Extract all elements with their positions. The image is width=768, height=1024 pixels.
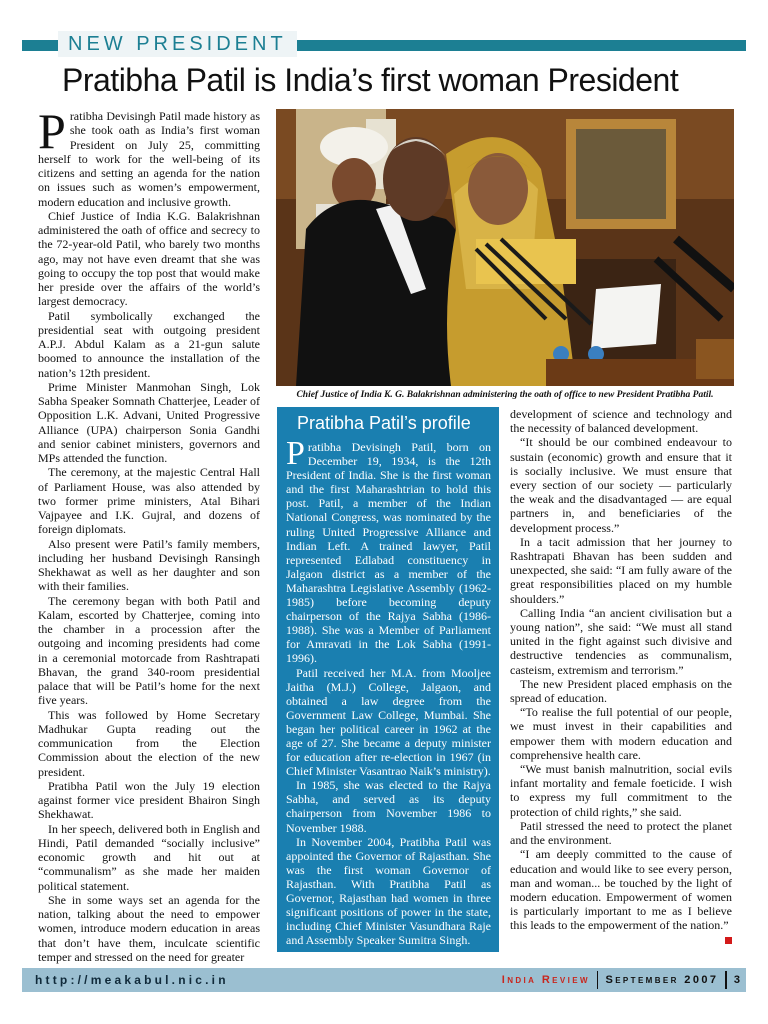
article-paragraph: “To realise the full potential of our people, we must invest in their capabilities and empower them with modern education and comprehensive health care. [510, 705, 732, 762]
article-paragraph: Pratibha Patil won the July 19 election against former vice president Bhairon Singh Shekhawat. [38, 778, 260, 822]
article-paragraph: This was followed by Home Secretary Madhukar Gupta reading out the communication from the Election Commission about the election of the new president. [38, 707, 260, 779]
page-title: Pratibha Patil is India’s first woman President [62, 62, 679, 98]
article-paragraph: development of science and technology and the necessity of balanced development. [510, 407, 732, 436]
footer-divider [597, 971, 599, 989]
profile-body [286, 435, 491, 948]
profile-paragraph: In November 2004, Pratibha Patil was appointed the Governor of Rajasthan. She was the first woman Governor of Rajasthan. With Pratibha Patil as Governor, Rajasthan had women in three significant positions of power in the state, including Chief Minister Vasundhara Raje and Assembly Speaker Sumitra Singh. [286, 834, 491, 948]
end-mark-icon [725, 937, 732, 944]
magazine-name: India Review [501, 974, 590, 986]
article-paragraph: Prime Minister Manmohan Singh, Lok Sabha Speaker Somnath Chatterjee, Leader of Opposition L.K. Advani, United Progressive Alliance (UPA) chairperson Sonia Gandhi and senior cabinet ministers, governors and MPs attended the function. [38, 379, 260, 465]
article-column-right [510, 407, 732, 944]
page-number: 3 [733, 974, 740, 986]
drop-cap: P [38, 103, 66, 159]
article-paragraph: She in some ways set an agenda for the nation, talking about the need to empower women, introduce modern education in areas that don’t have them, inculcate scientific temper and stressed on the need for greater [38, 892, 260, 964]
article-paragraph: In a tacit admission that her journey to Rashtrapati Bhavan has been sudden and unexpected, she said: “I am fully aware of the great responsibilities placed on my humble shoulders.” [510, 534, 732, 606]
article-paragraph: Patil stressed the need to protect the planet and the environment. [510, 818, 732, 848]
photo-caption: Chief Justice of India K. G. Balakrishnan administering the oath of office to new President Pratibha Patil. [296, 390, 714, 400]
article-paragraph: The new President placed emphasis on the spread of education. [510, 676, 732, 706]
article-paragraph: “It should be our combined endeavour to sustain (economic) growth and ensure that it is socially inclusive. We must ensure that every section of our society — particularly the weak and the disadvantaged — are equal partners in, and beneficiaries of the development process.” [510, 435, 732, 535]
profile-sidebar [277, 407, 499, 952]
footer-url-link[interactable]: http://meakabul.nic.in [35, 973, 229, 987]
article-paragraph: In her speech, delivered both in English and Hindi, Patil demanded “socially inclusive” economic growth and hit out at “communalism” as she made her maiden political statement. [38, 821, 260, 893]
section-label: NEW PRESIDENT [58, 31, 297, 57]
article-paragraph: Chief Justice of India K.G. Balakrishnan administered the oath of office and secrecy to the 72-year-old Patil, who barely two months ago, may not have even dreamt that she was going to occupy the top post that would make her preside over the affairs of the world’s largest democracy. [38, 208, 260, 309]
article-paragraph: Patil symbolically exchanged the presidential seat with outgoing president A.P.J. Abdul Kalam as a 21-gun salute boomed to announce the installation of the nation’s 12th president. [38, 308, 260, 380]
profile-paragraph: Patil received her M.A. from Mooljee Jaitha (M.J.) College, Jalgaon, and obtained a law degree from the Government Law College, Mumbai. She began her political career in 1962 at the age of 27. She became a deputy minister for education after re-election in 1967 (in Chief Minister Vasantrao Naik’s ministry). [286, 665, 491, 779]
footer-divider [725, 971, 727, 989]
drop-cap: P [286, 435, 305, 472]
article-paragraph: The ceremony, at the majestic Central Hall of Parliament House, was also attended by two former prime ministers, Atal Bihari Vajpayee and I.K. Gujral, and dozens of foreign diplomats. [38, 465, 260, 537]
article-paragraph: “We must banish malnutrition, social evils infant mortality and female foeticide. I wish to express my full commitment to the protection of child rights,” she said. [510, 762, 732, 819]
article-paragraph: The ceremony began with both Patil and Kalam, escorted by Chatterjee, coming into the chamber in a procession after the outgoing and incoming presidents had come in a ceremonial motorcade from Rashtrapati Bhavan, the grand 340-room presidential palace that will be Patil’s home for the next five years. [38, 593, 260, 708]
article-paragraph: “I am deeply committed to the cause of education and would like to see every person, man and woman... be touched by the light of modern education. Empowerment of women is particularly important to me as I believe this leads to the empowerment of the nation.” [510, 847, 732, 932]
profile-paragraph: In 1985, she was elected to the Rajya Sabha, and served as its deputy chairperson from November 1986 to November 1988. [286, 778, 491, 835]
footer-publication-info [502, 968, 740, 992]
article-lead-paragraph: Pratibha Devisingh Patil made history as she took oath as India’s first woman President on July 25, committing herself to work for the well-being of its citizens and setting an agenda for the nation on issues such as women’s empowerment, modern education and inclusive growth. [38, 103, 260, 209]
article-column-left [38, 103, 260, 964]
article-paragraph: Also present were Patil’s family members, including her husband Devisingh Ransingh Shekhawat as well as her daughter and son with their families. [38, 536, 260, 594]
profile-lead-paragraph: Pratibha Devisingh Patil, born on December 19, 1934, is the 12th President of India. She is the first woman and the first Maharashtrian to hold this post. Patil, a member of the Indian National Congress, was nominated by the ruling United Progressive Alliance and Indian Left. A trained lawyer, Patil represented Edlabad constituency in Jalgaon district as a member of the Maharashtra Legislative Assembly (1962-1985) before becoming deputy chairperson of the Rajya Sabha (1986-1988). She was a Member of Parliament for Amravati in the Lok Sabha (1991-1996). [286, 435, 491, 666]
profile-title: Pratibha Patil’s profile [297, 413, 471, 433]
issue-date: September 2007 [605, 974, 719, 986]
article-paragraph: Calling India “an ancient civilisation but a young nation”, she said: “We must all stand united in the fight against such divisive and destructive tendencies as communalism, casteism, extremism and terrorism.” [510, 605, 732, 677]
swearing-in-photo [276, 109, 734, 386]
